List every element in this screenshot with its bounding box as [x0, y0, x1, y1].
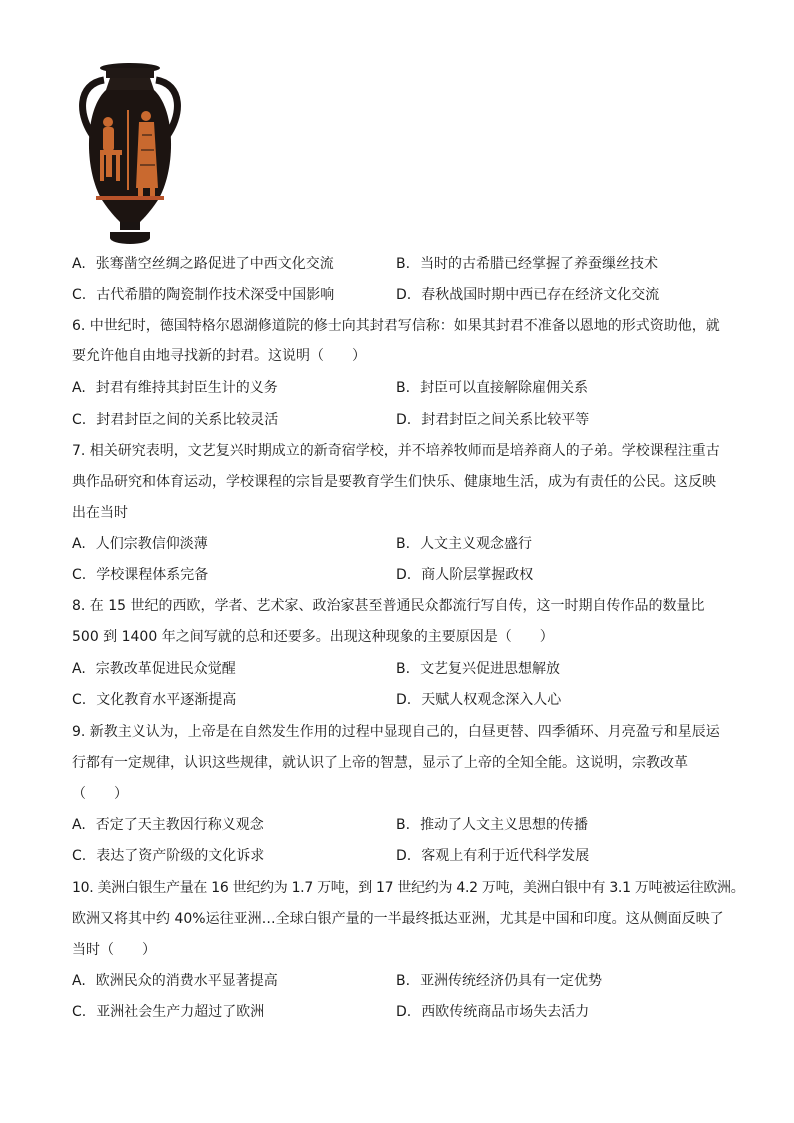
- q10-stem-line-2: 欧洲又将其中约 40%运往亚洲…全球白银产量的一半最终抵达亚洲，尤其是中国和印度。这从侧面反映了: [72, 911, 724, 927]
- option-text: 推动了人文主义思想的传播: [420, 817, 589, 833]
- q5-option-a[interactable]: [72, 254, 334, 274]
- q7-option-a[interactable]: [72, 534, 208, 554]
- q8-stem-line-1: 8. 在 15 世纪的西欧，学者、艺术家、政治家甚至普通民众都流行写自传，这一时期自传作品的数量比: [72, 598, 705, 614]
- q10-option-d[interactable]: [396, 1002, 589, 1022]
- option-text: 文艺复兴促进思想解放: [420, 661, 561, 677]
- q5-option-b[interactable]: [396, 254, 658, 274]
- option-label: D.: [396, 567, 412, 583]
- q5-option-c[interactable]: [72, 285, 334, 305]
- q8-option-a[interactable]: [72, 659, 236, 679]
- option-text: 亚洲传统经济仍具有一定优势: [420, 973, 603, 989]
- q7-option-c[interactable]: [72, 565, 208, 585]
- option-text: 封君封臣之间关系比较平等: [421, 412, 590, 428]
- q9-option-a[interactable]: [72, 815, 264, 835]
- option-label: C.: [72, 287, 87, 303]
- q6-stem-line-2: 要允许他自由地寻找新的封君。这说明（ ）: [72, 348, 366, 364]
- q9-option-b[interactable]: [396, 815, 588, 835]
- option-text: 封君封臣之间的关系比较灵活: [96, 412, 279, 428]
- option-label: B.: [396, 817, 411, 833]
- option-label: B.: [396, 256, 411, 272]
- option-text: 文化教育水平逐渐提高: [96, 692, 237, 708]
- q7-option-b[interactable]: [396, 534, 532, 554]
- option-label: B.: [396, 973, 411, 989]
- option-text: 天赋人权观念深入人心: [421, 692, 562, 708]
- option-label: A.: [72, 380, 86, 396]
- option-label: B.: [396, 661, 411, 677]
- option-text: 封君有维持其封臣生计的义务: [95, 380, 278, 396]
- option-label: C.: [72, 692, 87, 708]
- option-text: 人文主义观念盛行: [420, 536, 533, 552]
- q6-stem-line-1: 6. 中世纪时，德国特格尔恩湖修道院的修士向其封君写信称：如果其封君不准备以恩地的形式资助他，就: [72, 318, 720, 334]
- q7-stem-line-2: 典作品研究和体育运动，学校课程的宗旨是要教育学生们快乐、健康地生活，成为有责任的公民。这反映: [72, 474, 716, 490]
- q7-stem-line-3: 出在当时: [72, 505, 128, 521]
- q6-option-d[interactable]: [396, 410, 589, 430]
- option-text: 人们宗教信仰淡薄: [95, 536, 208, 552]
- q10-stem-line-1: 10. 美洲白银生产量在 16 世纪约为 1.7 万吨，到 17 世纪约为 4.2 万吨，美洲白银中有 3.1 万吨被运往欧洲。: [72, 880, 745, 896]
- option-text: 西欧传统商品市场失去活力: [421, 1004, 590, 1020]
- option-label: A.: [72, 817, 86, 833]
- option-label: D.: [396, 412, 412, 428]
- option-text: 欧洲民众的消费水平显著提高: [95, 973, 278, 989]
- option-label: A.: [72, 536, 86, 552]
- option-text: 春秋战国时期中西已存在经济文化交流: [421, 287, 660, 303]
- q9-option-d[interactable]: [396, 846, 589, 866]
- option-text: 封臣可以直接解除雇佣关系: [420, 380, 589, 396]
- q9-option-c[interactable]: [72, 846, 264, 866]
- q8-option-c[interactable]: [72, 690, 236, 710]
- q9-stem-line-3: （ ）: [72, 786, 128, 802]
- q7-option-d[interactable]: [396, 565, 533, 585]
- greek-amphora-image: [70, 60, 190, 250]
- option-label: A.: [72, 256, 86, 272]
- option-label: A.: [72, 661, 86, 677]
- q8-stem-line-2: 500 到 1400 年之间写就的总和还要多。出现这种现象的主要原因是（ ）: [72, 629, 554, 645]
- q6-option-a[interactable]: [72, 378, 278, 398]
- option-label: D.: [396, 287, 412, 303]
- option-text: 亚洲社会生产力超过了欧洲: [96, 1004, 265, 1020]
- option-label: B.: [396, 536, 411, 552]
- option-text: 学校课程体系完备: [96, 567, 209, 583]
- option-text: 商人阶层掌握政权: [421, 567, 534, 583]
- q6-option-c[interactable]: [72, 410, 278, 430]
- q8-option-b[interactable]: [396, 659, 560, 679]
- q10-option-a[interactable]: [72, 971, 278, 991]
- option-label: D.: [396, 1004, 412, 1020]
- q8-option-d[interactable]: [396, 690, 561, 710]
- q10-stem-line-3: 当时（ ）: [72, 942, 156, 958]
- option-text: 宗教改革促进民众觉醒: [95, 661, 236, 677]
- option-text: 否定了天主教因行称义观念: [95, 817, 264, 833]
- option-text: 客观上有利于近代科学发展: [421, 848, 590, 864]
- q5-option-d[interactable]: [396, 285, 659, 305]
- option-label: A.: [72, 973, 86, 989]
- option-text: 表达了资产阶级的文化诉求: [96, 848, 265, 864]
- q7-stem-line-1: 7. 相关研究表明，文艺复兴时期成立的新奇宿学校，并不培养牧师而是培养商人的子弟。学校课程注重古: [72, 443, 720, 459]
- option-label: C.: [72, 848, 87, 864]
- option-text: 当时的古希腊已经掌握了养蚕缫丝技术: [420, 256, 659, 272]
- option-label: D.: [396, 692, 412, 708]
- q10-option-c[interactable]: [72, 1002, 264, 1022]
- q6-option-b[interactable]: [396, 378, 588, 398]
- option-label: D.: [396, 848, 412, 864]
- q10-option-b[interactable]: [396, 971, 602, 991]
- q9-stem-line-2: 行都有一定规律，认识这些规律，就认识了上帝的智慧，显示了上帝的全知全能。这说明，宗教改革: [72, 755, 688, 771]
- option-text: 张骞凿空丝绸之路促进了中西文化交流: [95, 256, 334, 272]
- option-label: C.: [72, 1004, 87, 1020]
- option-label: C.: [72, 567, 87, 583]
- option-text: 古代希腊的陶瓷制作技术深受中国影响: [96, 287, 335, 303]
- q9-stem-line-1: 9. 新教主义认为，上帝是在自然发生作用的过程中显现自己的，白昼更替、四季循环、月亮盈亏和星辰运: [72, 724, 720, 740]
- option-label: B.: [396, 380, 411, 396]
- option-label: C.: [72, 412, 87, 428]
